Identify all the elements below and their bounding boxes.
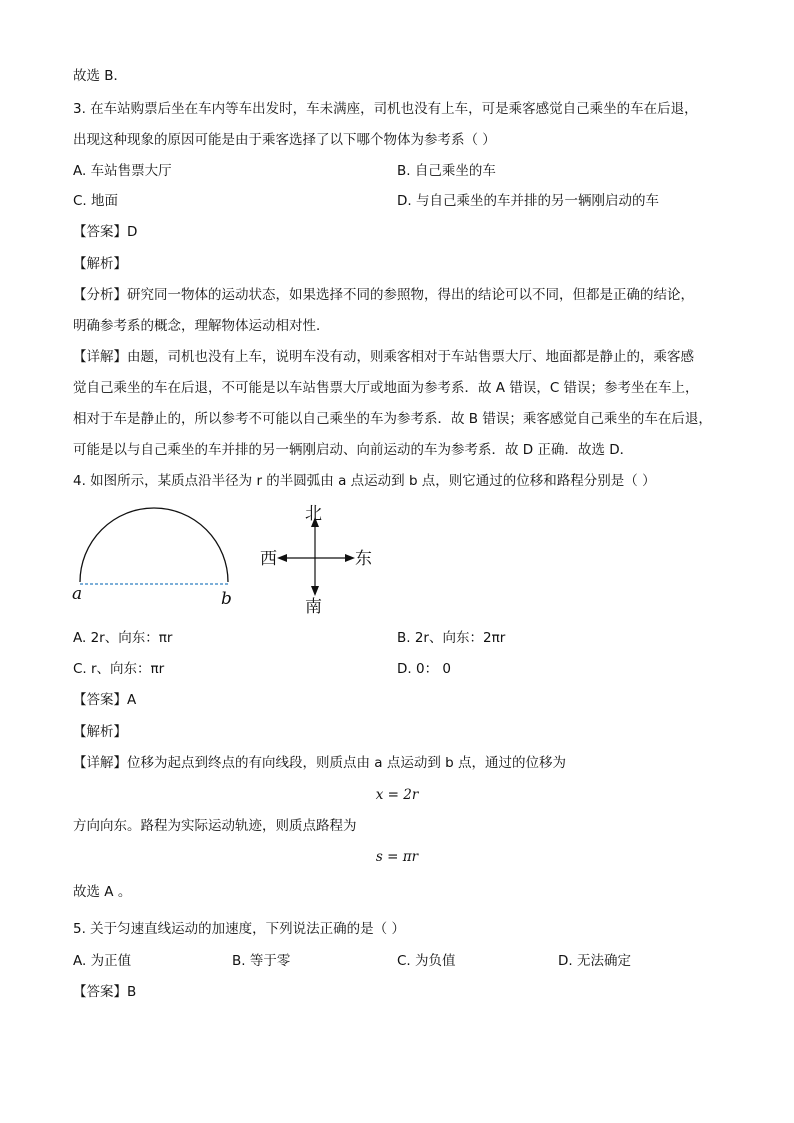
q4-figure [60, 500, 390, 620]
q4-option-a: A. 2r、向东：πr [73, 630, 173, 646]
q4-option-c: C. r、向东：πr [73, 661, 165, 677]
q4-formula-displacement: x = 2r [375, 787, 419, 803]
q4-answer: 【答案】A [73, 692, 137, 708]
q4-stem: 4. 如图所示，某质点沿半径为 r 的半圆弧由 a 点运动到 b 点，则它通过的位移和路程分别是（ ） [73, 473, 656, 489]
arrow-east-icon [345, 554, 355, 562]
q2-conclusion: 故选 B． [73, 68, 128, 84]
q3-analysis-line-2: 明确参考系的概念，理解物体运动相对性． [73, 318, 330, 334]
q3-detail-line-2: 觉自己乘坐的车在后退，不可能是以车站售票大厅或地面为参考系．故 A 错误，C 错误；参考坐在车上， [73, 380, 699, 396]
compass-west-label: 西 [260, 549, 277, 569]
q4-option-b: B. 2r、向东：2πr [397, 630, 506, 646]
q3-option-d: D. 与自己乘坐的车并排的另一辆刚启动的车 [397, 193, 659, 209]
q3-detail-line-4: 可能是以与自己乘坐的车并排的另一辆刚启动、向前运动的车为参考系．故 D 正确．故选 D． [73, 442, 634, 458]
q5-option-d: D. 无法确定 [558, 953, 631, 969]
compass-north-label: 北 [305, 504, 322, 524]
q4-jiexi-heading: 【解析】 [73, 724, 127, 740]
point-b-label: b [221, 589, 232, 609]
q4-formula-distance: s = πr [375, 849, 419, 865]
semicircle-arc [80, 508, 228, 582]
q4-detail-line-2: 方向向东。路程为实际运动轨迹，则质点路程为 [73, 818, 357, 834]
point-a-label: a [72, 584, 83, 604]
q3-option-a: A. 车站售票大厅 [73, 163, 172, 179]
q3-stem-line-2: 出现这种现象的原因可能是由于乘客选择了以下哪个物体为参考系（ ） [73, 132, 496, 148]
compass-east-label: 东 [355, 549, 372, 569]
q5-option-c: C. 为负值 [397, 953, 456, 969]
q3-option-c: C. 地面 [73, 193, 119, 209]
compass-south-label: 南 [305, 597, 322, 617]
q3-answer: 【答案】D [73, 224, 138, 240]
q5-answer: 【答案】B [73, 984, 137, 1000]
q3-analysis-line-1: 【分析】研究同一物体的运动状态，如果选择不同的参照物，得出的结论可以不同，但都是正确的结论， [73, 287, 694, 303]
q5-option-b: B. 等于零 [232, 953, 291, 969]
q3-stem-line-1: 3. 在车站购票后坐在车内等车出发时，车未满座，司机也没有上车，可是乘客感觉自己乘坐的车在后退， [73, 101, 698, 117]
q3-option-b: B. 自己乘坐的车 [397, 163, 496, 179]
q4-conclusion: 故选 A 。 [73, 884, 132, 900]
q5-option-a: A. 为正值 [73, 953, 132, 969]
q4-option-d: D. 0： 0 [397, 661, 451, 677]
q5-stem: 5. 关于匀速直线运动的加速度，下列说法正确的是（ ） [73, 921, 405, 937]
q3-detail-line-3: 相对于车是静止的，所以参考不可能以自己乘坐的车为参考系．故 B 错误；乘客感觉自己乘坐的车在后退， [73, 411, 712, 427]
q4-detail-line-1: 【详解】位移为起点到终点的有向线段，则质点由 a 点运动到 b 点，通过的位移为 [73, 755, 567, 771]
q3-jiexi-heading: 【解析】 [73, 256, 127, 272]
arrow-west-icon [277, 554, 287, 562]
q3-detail-line-1: 【详解】由题，司机也没有上车，说明车没有动，则乘客相对于车站售票大厅、地面都是静止的，乘客感 [73, 349, 694, 365]
arrow-south-icon [311, 586, 319, 596]
